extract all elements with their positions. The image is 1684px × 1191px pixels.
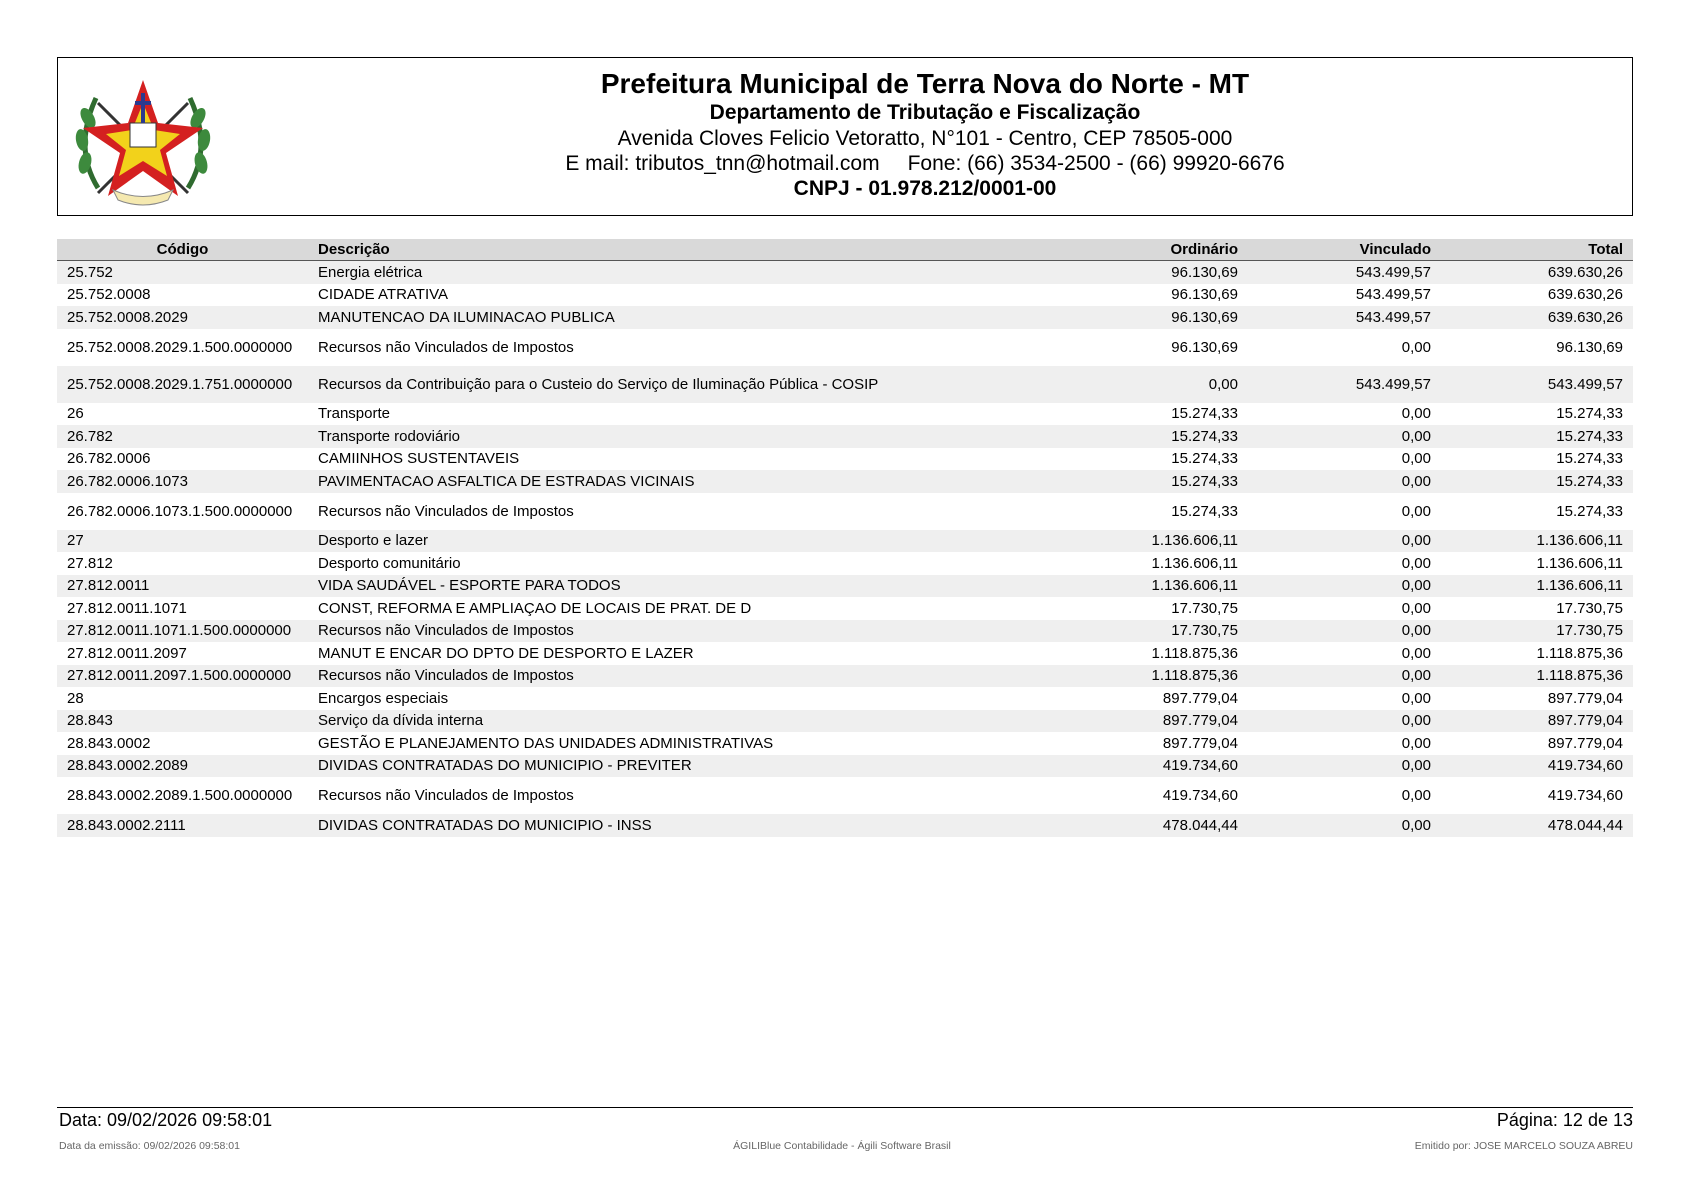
cell-code: 28	[67, 689, 84, 707]
cell-code: 25.752.0008.2029.1.751.0000000	[57, 366, 308, 403]
cell-description: MANUT E ENCAR DO DPTO DE DESPORTO E LAZER	[318, 644, 694, 662]
table-row	[57, 306, 1633, 329]
cell-code: 26.782.0006.1073	[57, 470, 308, 493]
cell-ordinary: 1.136.606,11	[1038, 575, 1248, 598]
cell-linked: 0,00	[1248, 425, 1441, 448]
cell-linked: 0,00	[1248, 575, 1441, 598]
cell-linked: 0,00	[1401, 554, 1431, 572]
table-row	[57, 470, 1633, 493]
cell-ordinary: 1.118.875,36	[1151, 644, 1238, 662]
cell-linked: 0,00	[1248, 620, 1441, 643]
phone: Fone: (66) 3534-2500 - (66) 99920-6676	[907, 152, 1285, 175]
cell-ordinary: 15.274,33	[1038, 470, 1248, 493]
cell-total: 17.730,75	[1556, 599, 1623, 617]
cell-description: Energia elétrica	[308, 261, 1038, 284]
cell-description: Transporte	[318, 405, 390, 423]
cell-description: CIDADE ATRATIVA	[318, 286, 449, 304]
cell-total: 15.274,33	[1556, 450, 1623, 468]
table-row	[57, 665, 1633, 688]
cell-linked: 0,00	[1248, 470, 1441, 493]
cell-total: 897.779,04	[1547, 689, 1623, 707]
cell-description: Serviço da dívida interna	[308, 710, 1038, 733]
cell-code: 27.812	[67, 554, 113, 572]
cell-total: 15.274,33	[1441, 470, 1633, 493]
cell-description: Encargos especiais	[318, 689, 449, 707]
cell-ordinary: 897.779,04	[1162, 689, 1238, 707]
table-row	[57, 425, 1633, 448]
emission-date: Data da emissão: 09/02/2026 09:58:01	[59, 1140, 240, 1152]
cell-code: 26.782.0006.1073.1.500.0000000	[67, 502, 293, 520]
table-row	[57, 552, 1633, 575]
cell-ordinary: 15.274,33	[1171, 450, 1238, 468]
cell-total: 1.136.606,11	[1441, 530, 1633, 553]
cell-description: Recursos não Vinculados de Impostos	[308, 665, 1038, 688]
cell-ordinary: 15.274,33	[1171, 502, 1238, 520]
cell-description: Recursos não Vinculados de Impostos	[318, 338, 574, 356]
cell-description: Recursos não Vinculados de Impostos	[318, 787, 574, 804]
cell-ordinary: 419.734,60	[1162, 787, 1238, 804]
cell-description: VIDA SAUDÁVEL - ESPORTE PARA TODOS	[308, 575, 1038, 598]
email: E mail: tributos_tnn@hotmail.com	[565, 152, 880, 175]
municipal-crest-icon	[68, 68, 218, 208]
cell-ordinary: 419.734,60	[1038, 755, 1248, 778]
cell-ordinary: 1.118.875,36	[1038, 665, 1248, 688]
budget-table	[57, 239, 1633, 837]
cell-total: 15.274,33	[1556, 502, 1623, 520]
cell-code: 28.843.0002	[67, 734, 151, 752]
cell-ordinary: 897.779,04	[1162, 734, 1238, 752]
table-row	[57, 403, 1633, 426]
table-row	[57, 732, 1633, 755]
cell-code: 28.843	[57, 710, 308, 733]
cell-ordinary: 897.779,04	[1038, 710, 1248, 733]
table-row	[57, 687, 1633, 710]
cell-linked: 0,00	[1401, 734, 1431, 752]
cell-code: 27.812.0011.1071	[67, 599, 187, 617]
cell-linked: 0,00	[1401, 644, 1431, 662]
cell-linked: 0,00	[1401, 599, 1431, 617]
cell-code: 28.843.0002.2089.1.500.0000000	[67, 787, 293, 804]
cell-code: 28.843.0002.2111	[57, 814, 308, 837]
cell-description: Desporto comunitário	[318, 554, 461, 572]
issued-by: Emitido por: JOSE MARCELO SOUZA ABREU	[1414, 1140, 1633, 1152]
cell-total: 1.118.875,36	[1441, 665, 1633, 688]
cell-code: 25.752.0008.2029.1.500.0000000	[67, 338, 293, 356]
cell-linked: 0,00	[1401, 787, 1431, 804]
table-row	[57, 575, 1633, 598]
table-row	[57, 620, 1633, 643]
table-row	[57, 261, 1633, 284]
cell-linked: 0,00	[1248, 710, 1441, 733]
cell-code: 25.752.0008.2029	[57, 306, 308, 329]
cell-ordinary: 96.130,69	[1171, 338, 1238, 356]
cell-total: 96.130,69	[1556, 338, 1623, 356]
cell-ordinary: 96.130,69	[1171, 286, 1238, 304]
cell-code: 27	[57, 530, 308, 553]
cell-linked: 0,00	[1401, 689, 1431, 707]
footer-divider	[57, 1107, 1633, 1108]
cell-ordinary: 17.730,75	[1171, 599, 1238, 617]
table-row	[57, 814, 1633, 837]
report-header	[57, 57, 1633, 216]
cell-linked: 0,00	[1248, 814, 1441, 837]
cnpj: CNPJ - 01.978.212/0001-00	[793, 177, 1057, 200]
cell-total: 1.118.875,36	[1536, 644, 1623, 662]
cell-ordinary: 0,00	[1038, 366, 1248, 403]
cell-description: Desporto e lazer	[308, 530, 1038, 553]
column-header-total: Total	[1441, 239, 1633, 261]
column-header-ordinary: Ordinário	[1038, 239, 1248, 261]
cell-linked: 0,00	[1248, 755, 1441, 778]
cell-linked: 0,00	[1248, 530, 1441, 553]
department-name: Departamento de Tributação e Fiscalização	[709, 101, 1141, 124]
cell-description: PAVIMENTACAO ASFALTICA DE ESTRADAS VICINAIS	[308, 470, 1038, 493]
table-row	[57, 366, 1633, 403]
cell-code: 26.782	[57, 425, 308, 448]
table-row	[57, 755, 1633, 778]
address: Avenida Cloves Felicio Vetoratto, N°101 - Centro, CEP 78505-000	[617, 127, 1233, 150]
cell-linked: 543.499,57	[1248, 366, 1441, 403]
cell-ordinary: 1.136.606,11	[1151, 554, 1238, 572]
table-row	[57, 710, 1633, 733]
cell-total: 543.499,57	[1441, 366, 1633, 403]
cell-description: Recursos não Vinculados de Impostos	[318, 502, 574, 520]
cell-ordinary: 478.044,44	[1038, 814, 1248, 837]
cell-description: CONST, REFORMA E AMPLIAÇAO DE LOCAIS DE PRAT. DE D	[318, 599, 752, 617]
table-row	[57, 642, 1633, 665]
cell-ordinary: 17.730,75	[1038, 620, 1248, 643]
cell-total: 17.730,75	[1441, 620, 1633, 643]
software-credit: ÁGILIBlue Contabilidade - Ágili Software Brasil	[733, 1140, 951, 1152]
cell-description: GESTÃO E PLANEJAMENTO DAS UNIDADES ADMINISTRATIVAS	[318, 734, 774, 752]
column-header-description: Descrição	[308, 239, 1038, 261]
table-row	[57, 493, 1633, 530]
cell-total: 639.630,26	[1547, 286, 1623, 304]
cell-ordinary: 15.274,33	[1171, 405, 1238, 423]
table-row	[57, 597, 1633, 620]
cell-linked: 0,00	[1248, 665, 1441, 688]
cell-linked: 543.499,57	[1248, 261, 1441, 284]
cell-linked: 543.499,57	[1248, 306, 1441, 329]
column-header-code: Código	[57, 239, 308, 261]
table-row	[57, 777, 1633, 814]
cell-total: 15.274,33	[1556, 405, 1623, 423]
table-header-row	[57, 239, 1633, 261]
cell-linked: 0,00	[1401, 450, 1431, 468]
cell-description: CAMIINHOS SUSTENTAVEIS	[318, 450, 520, 468]
cell-code: 26	[67, 405, 84, 423]
cell-ordinary: 96.130,69	[1038, 306, 1248, 329]
cell-description: DIVIDAS CONTRATADAS DO MUNICIPIO - INSS	[308, 814, 1038, 837]
cell-total: 897.779,04	[1547, 734, 1623, 752]
cell-ordinary: 1.136.606,11	[1038, 530, 1248, 553]
table-row	[57, 329, 1633, 366]
page-number: Página: 12 de 13	[1496, 1110, 1633, 1130]
cell-total: 1.136.606,11	[1441, 575, 1633, 598]
cell-description: DIVIDAS CONTRATADAS DO MUNICIPIO - PREVITER	[308, 755, 1038, 778]
cell-code: 27.812.0011.2097	[67, 644, 187, 662]
cell-total: 15.274,33	[1441, 425, 1633, 448]
cell-total: 478.044,44	[1441, 814, 1633, 837]
cell-code: 27.812.0011.1071.1.500.0000000	[57, 620, 308, 643]
cell-total: 1.136.606,11	[1536, 554, 1623, 572]
header-text	[218, 68, 1632, 201]
cell-total: 419.734,60	[1441, 755, 1633, 778]
table-row	[57, 284, 1633, 307]
cell-code: 27.812.0011	[57, 575, 308, 598]
cell-total: 639.630,26	[1441, 261, 1633, 284]
cell-description: Recursos da Contribuição para o Custeio do Serviço de Iluminação Pública - COSIP	[308, 366, 1038, 403]
cell-description: Recursos não Vinculados de Impostos	[308, 620, 1038, 643]
cell-code: 25.752	[57, 261, 308, 284]
column-header-linked: Vinculado	[1248, 239, 1441, 261]
report-date: Data: 09/02/2026 09:58:01	[59, 1110, 273, 1130]
cell-linked: 0,00	[1401, 405, 1431, 423]
cell-code: 27.812.0011.2097.1.500.0000000	[57, 665, 308, 688]
cell-description: MANUTENCAO DA ILUMINACAO PUBLICA	[308, 306, 1038, 329]
cell-ordinary: 15.274,33	[1038, 425, 1248, 448]
cell-total: 639.630,26	[1441, 306, 1633, 329]
cell-code: 25.752.0008	[67, 286, 151, 304]
cell-ordinary: 96.130,69	[1038, 261, 1248, 284]
cell-linked: 0,00	[1401, 338, 1431, 356]
page-title: Prefeitura Municipal de Terra Nova do Norte - MT	[600, 68, 1250, 99]
cell-code: 26.782.0006	[67, 450, 151, 468]
cell-linked: 543.499,57	[1355, 286, 1431, 304]
cell-description: Transporte rodoviário	[308, 425, 1038, 448]
cell-linked: 0,00	[1401, 502, 1431, 520]
table-row	[57, 530, 1633, 553]
table-row	[57, 448, 1633, 471]
cell-code: 28.843.0002.2089	[57, 755, 308, 778]
contact-line	[218, 151, 1632, 176]
cell-total: 897.779,04	[1441, 710, 1633, 733]
cell-total: 419.734,60	[1547, 787, 1623, 804]
